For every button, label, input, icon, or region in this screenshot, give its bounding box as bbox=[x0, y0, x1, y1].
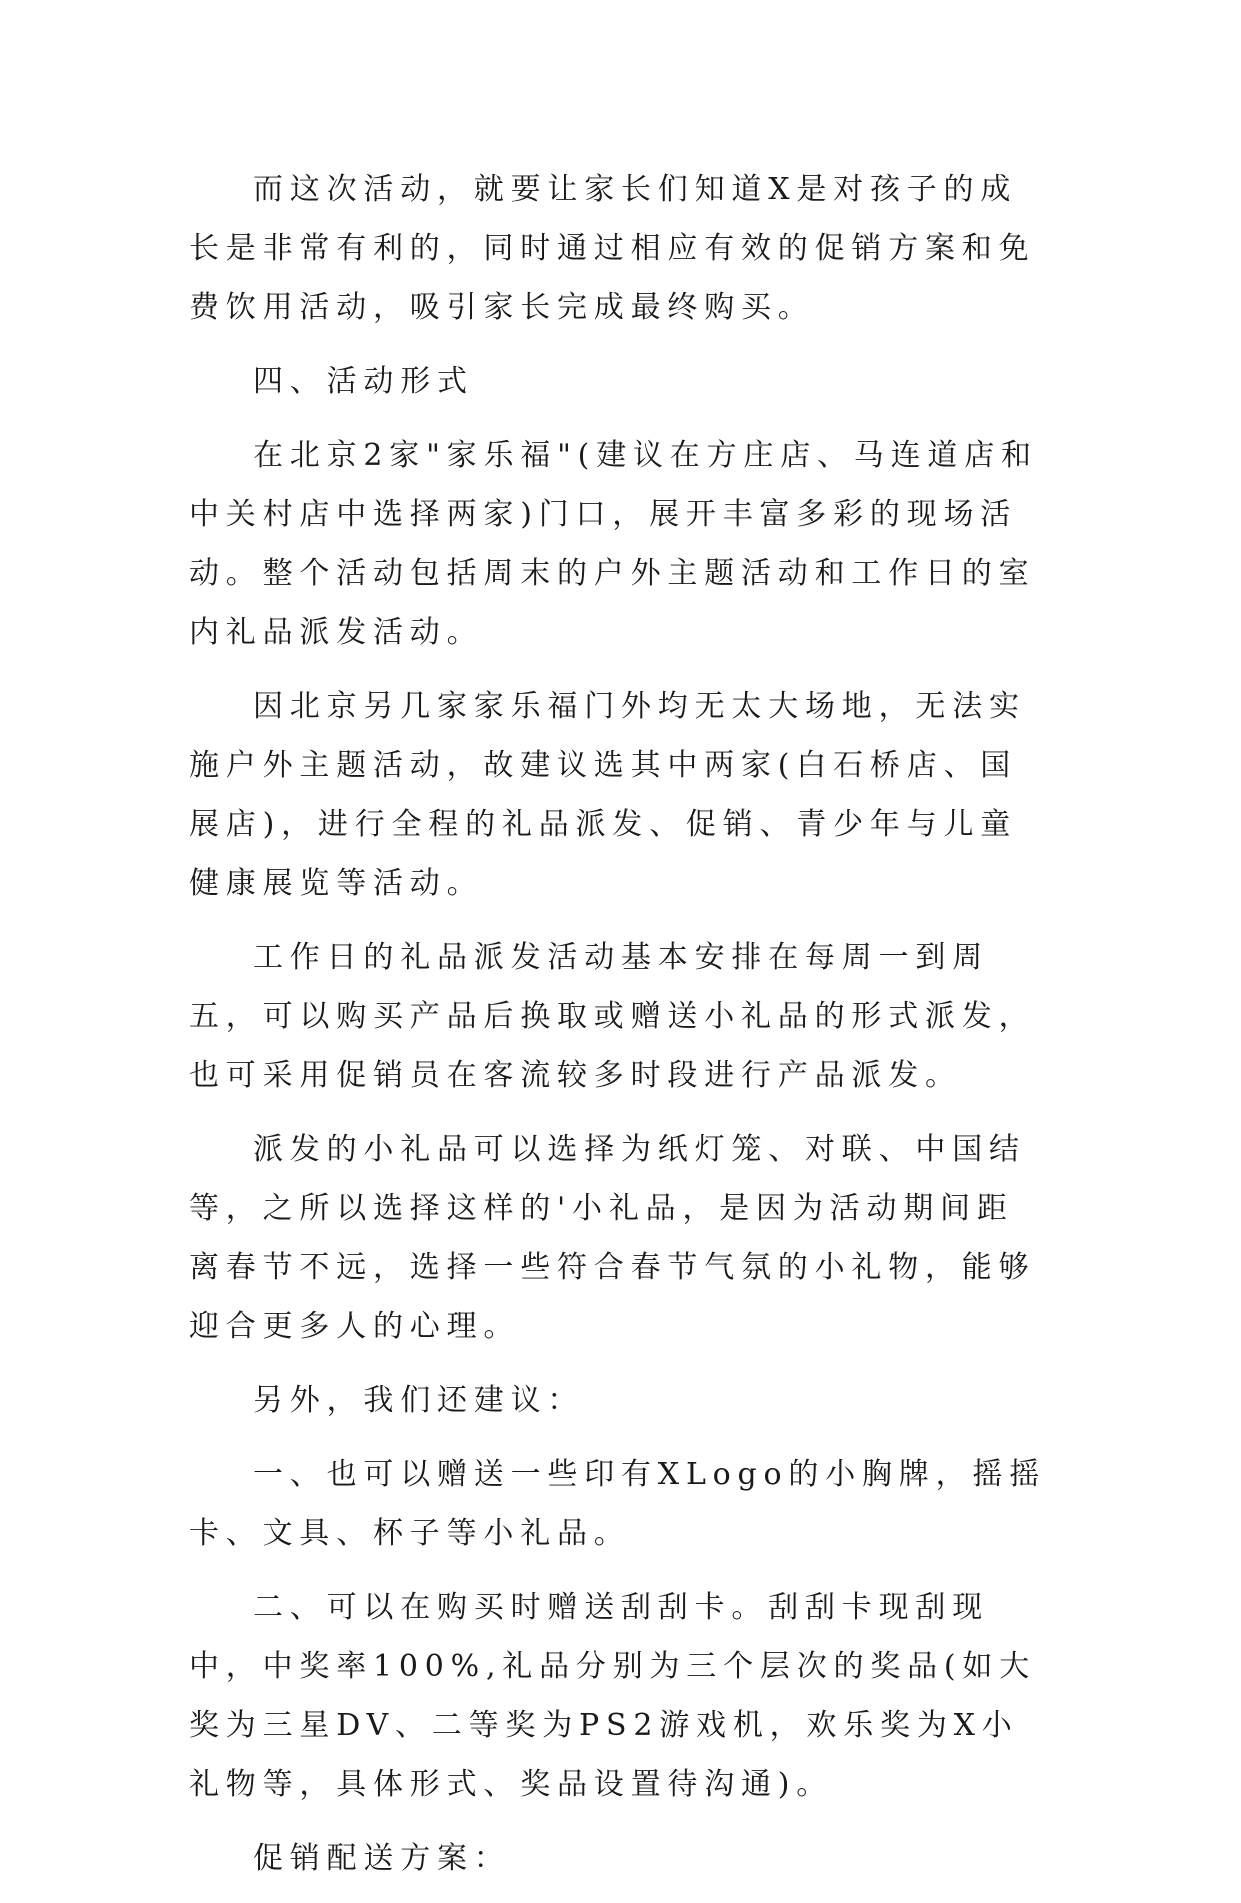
paragraph-venue: 在北京2家"家乐福"(建议在方庄店、马连道店和中关村店中选择两家)门口，展开丰富多彩的现场活动。整个活动包括周末的户外主题活动和工作日的室内礼品派发活动。 bbox=[189, 438, 1038, 650]
paragraph-suggestion-one: 一、也可以赠送一些印有XLogo的小胸牌，摇摇卡、文具、杯子等小礼品。 bbox=[189, 1457, 1047, 1551]
document-body bbox=[189, 160, 1049, 1903]
paragraph-weekday-gifts: 工作日的礼品派发活动基本安排在每周一到周五，可以购买产品后换取或赠送小礼品的形式派发，也可采用促销员在客流较多时段进行产品派发。 bbox=[189, 940, 1036, 1093]
section-heading-activity-form: 四、活动形式 bbox=[253, 364, 474, 399]
paragraph-suggestions-intro: 另外，我们还建议： bbox=[253, 1383, 585, 1418]
paragraph-small-gifts: 派发的小礼品可以选择为纸灯笼、对联、中国结等，之所以选择这样的'小礼品，是因为活动期间距离春节不远，选择一些符合春节气氛的小礼物，能够迎合更多人的心理。 bbox=[189, 1132, 1036, 1344]
paragraph-promotion-plan: 促销配送方案： bbox=[253, 1841, 511, 1876]
paragraph-intro: 而这次活动，就要让家长们知道X是对孩子的成长是非常有利的，同时通过相应有效的促销方案和免费饮用活动，吸引家长完成最终购买。 bbox=[189, 172, 1036, 325]
paragraph-suggestion-two: 二、可以在购买时赠送刮刮卡。刮刮卡现刮现中，中奖率100%,礼品分别为三个层次的奖品(如大奖为三星DV、二等奖为PS2游戏机，欢乐奖为X小礼物等，具体形式、奖品设置待沟通)。 bbox=[189, 1590, 1037, 1802]
paragraph-other-stores: 因北京另几家家乐福门外均无太大场地，无法实施户外主题活动，故建议选其中两家(白石桥店、国展店)，进行全程的礼品派发、促销、青少年与儿童健康展览等活动。 bbox=[189, 689, 1026, 901]
